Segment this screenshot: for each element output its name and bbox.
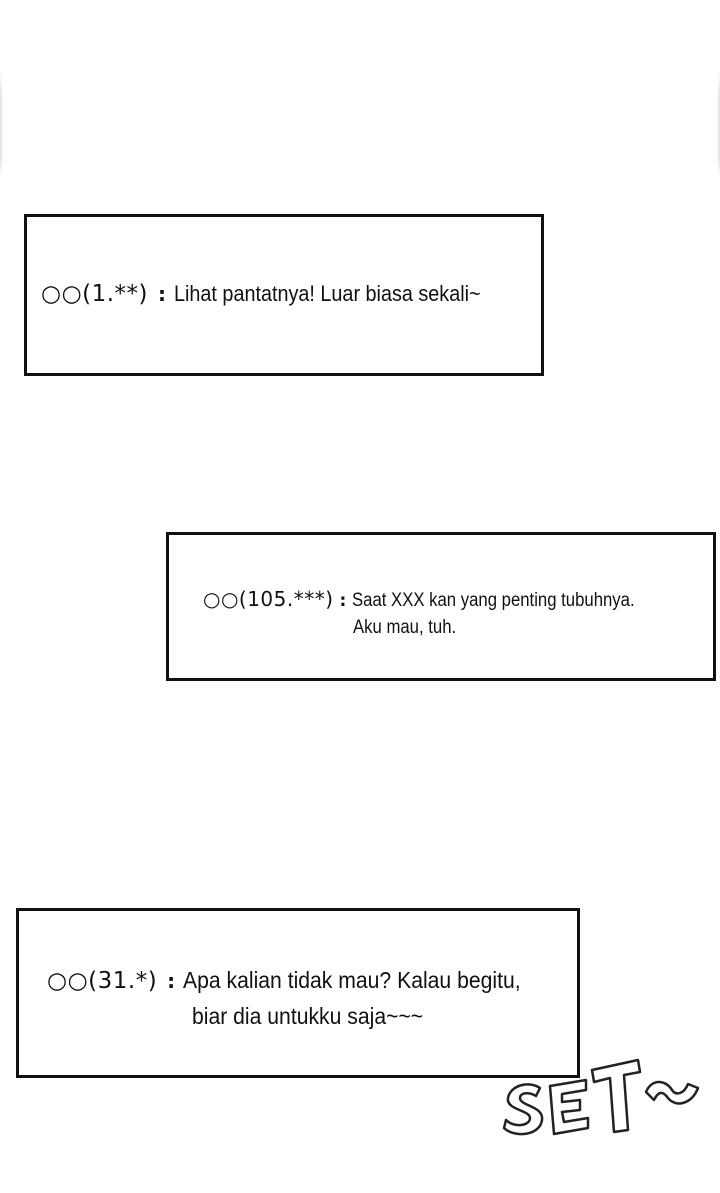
comment-line-1 xyxy=(41,281,515,307)
sound-effect-set xyxy=(500,1040,705,1150)
comment-line-1 xyxy=(47,967,550,994)
comment-line-1 xyxy=(203,587,674,612)
comment-text-line-2: Aku mau, tuh. xyxy=(353,617,457,638)
comment-box-2 xyxy=(166,532,716,681)
comment-text-line-2: biar dia untukku saja~~~ xyxy=(192,1003,424,1029)
comment-separator: : xyxy=(167,969,176,993)
comment-separator: : xyxy=(339,591,347,611)
comment-sender: ○○(105.***) xyxy=(203,587,334,611)
comment-box-3 xyxy=(16,908,580,1078)
comment-sender: ○○(1.**) xyxy=(41,281,149,307)
comment-box-1 xyxy=(24,214,544,376)
left-edge-mark xyxy=(0,70,2,180)
comment-sender: ○○(31.*) xyxy=(47,968,158,994)
comment-text: Apa kalian tidak mau? Kalau begitu, xyxy=(183,967,521,993)
comment-text: Lihat pantatnya! Luar biasa sekali~ xyxy=(174,281,481,306)
comment-separator: : xyxy=(158,282,167,306)
comment-text: Saat XXX kan yang penting tubuhnya. xyxy=(352,590,635,611)
